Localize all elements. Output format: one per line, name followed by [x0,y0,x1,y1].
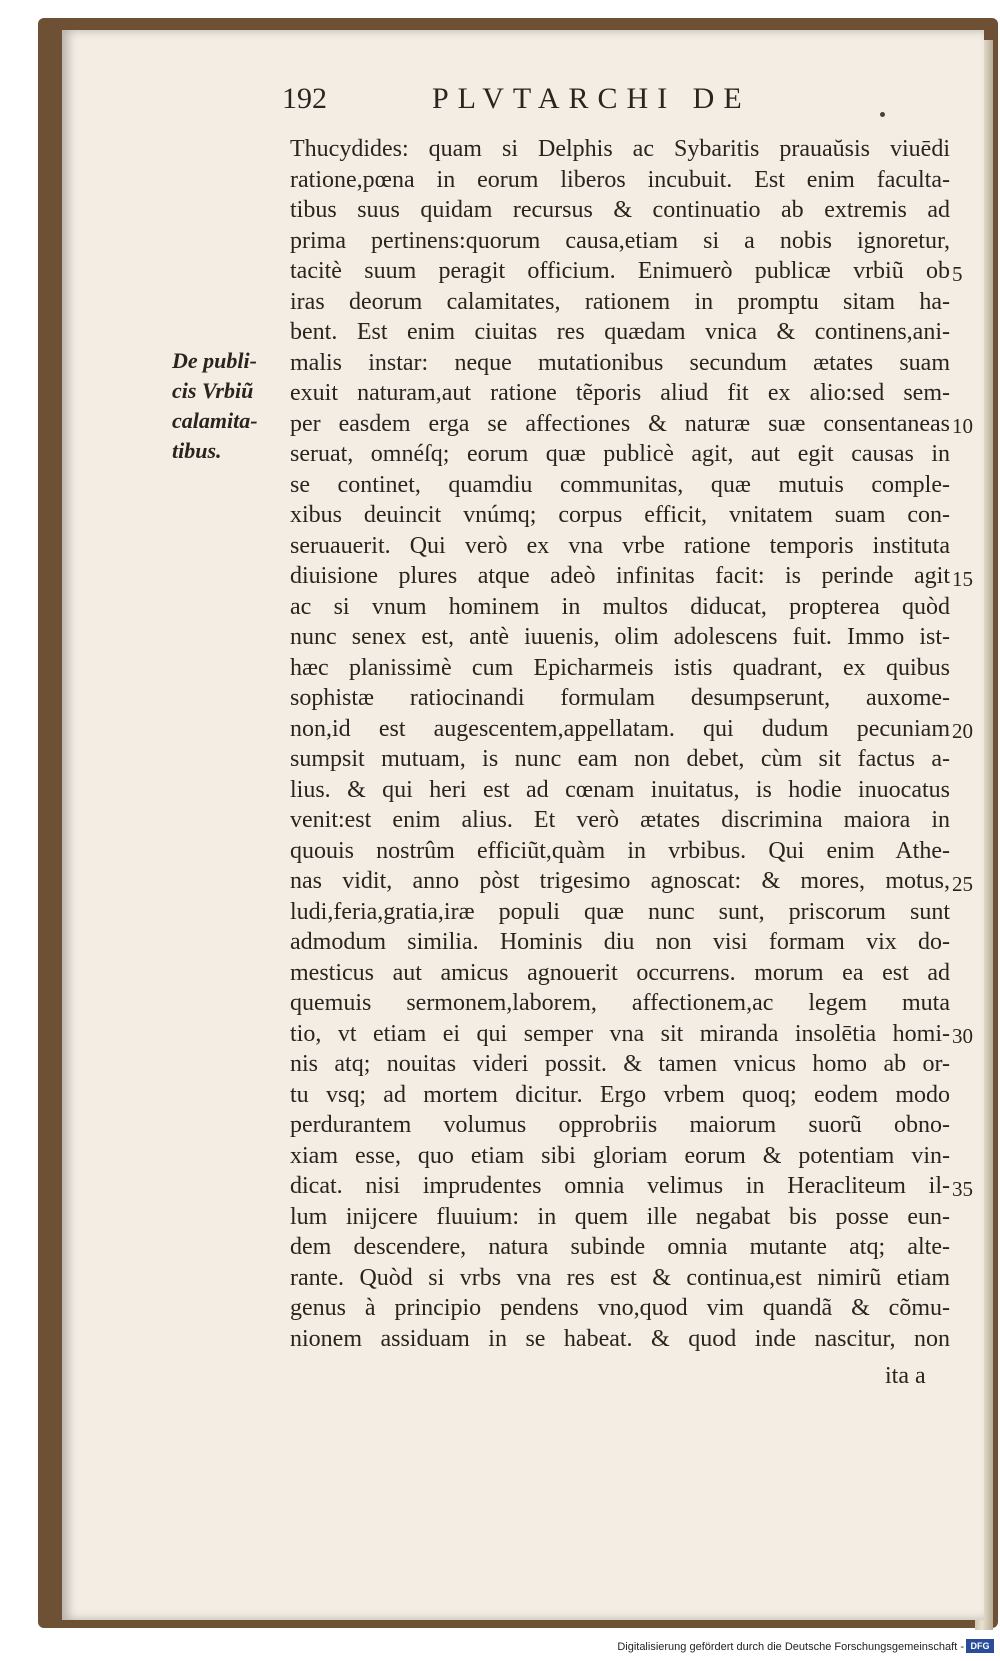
text-line: tio, vt etiam ei qui semper vna sit miranda insolētia homi- [290,1020,950,1047]
text-line: dem descendere, natura subinde omnia mutante atq; alte- [290,1234,950,1260]
text-line: nis atq; nouitas videri possit. & tamen vnicus homo ab or- [290,1051,950,1077]
text-line: exuit naturam,aut ratione tẽporis aliud fit ex alio:sed sem- [290,380,950,406]
ink-dot [880,112,885,117]
text-line: non,id est augescentem,appellatam. qui dudum pecuniam [290,715,950,742]
text-line: ratione,pœna in eorum liberos incubuit. Est enim facultа- [290,166,950,193]
text-line: lius. & qui heri est ad cœnam inuitatus, is hodie inuocatus [290,776,950,803]
text-line: malis instar: neque mutationibus secundum ætates suam [290,349,950,376]
text-line: dicat. nisi imprudentes omnia velimus in Heracliteum il- [290,1173,950,1199]
text-line: venit:est enim alius. Et verò ætates discrimina maiora in [290,807,950,833]
line-number: 10 [952,414,973,438]
funding-credit: Digitalisierung gefördert durch die Deutsche Forschungsgemeinschaft - [617,1641,964,1653]
margin-note [172,346,282,466]
text-line: hæc planissimè cum Epicharmeis istis quadrant, ex quibus [290,654,950,681]
page-number: 192 [282,82,327,115]
text-line: iras deorum calamitates, rationem in promptu sitam ha- [290,288,950,315]
text-line: nas vidit, anno pòst trigesimo agnoscat: & mores, motus, [290,868,950,894]
running-title: PLVTARCHI DE [432,82,751,115]
text-line: tibus suus quidam recursus & continuatio ab extremis ad [290,197,950,223]
text-line: tacitè suum peragit officium. Enimuerò publicæ vrbiũ ob [290,258,950,284]
text-line: genus à principio pendens vno,quod vim quandã & cõmu- [290,1295,950,1321]
text-line: diuisione plures atque adeò infinitas facit: is perinde agit [290,563,950,589]
text-line: mesticus aut amicus agnouerit occurrens. morum ea est ad [290,959,950,986]
line-number: 20 [952,719,973,743]
text-line: xiam esse, quo etiam sibi gloriam eorum & potentiam vin- [290,1142,950,1169]
text-line: bent. Est enim ciuitas res quædam vnica & continens,ani- [290,319,950,345]
text-line: se continet, quamdiu communitas, quæ mutuis comple- [290,471,950,498]
body-text [290,134,950,1354]
text-line: sumpsit mutuam, is nunc eam non debet, cùm sit factus a- [290,746,950,772]
text-line: rante. Quòd si vrbs vna res est & continua,est nimirũ etiam [290,1264,950,1291]
text-line: xibus deuincit vnúmq; corpus efficit, vnitatem suam con- [290,502,950,528]
text-line: tu vsq; ad mortem dicitur. Ergo vrbem quoq; eodem modo [290,1081,950,1108]
dfg-logo: DFG [966,1639,994,1653]
text-line: Thucydides: quam si Delphis ac Sybaritis prauaŭsis viuēdi [290,136,950,162]
text-line: per easdem erga se affectiones & naturæ suæ consentaneas [290,410,950,437]
text-line: lum inijcere fluuium: in quem ille negabat bis posse eun- [290,1203,950,1230]
text-line: nunc senex est, antè iuuenis, olim adolescens fuit. Immo ist- [290,624,950,650]
line-number: 30 [952,1024,973,1048]
catchword: ita a [885,1363,926,1389]
text-line: quouis nostrûm efficiũt,quàm in vrbibus. Qui enim Athe- [290,837,950,864]
line-number: 35 [952,1177,973,1201]
text-line: prima pertinens:quorum causa,etiam si a nobis ignoretur, [290,227,950,254]
text-line: ludi,feria,gratia,iræ populi quæ nunc sunt, priscorum sunt [290,898,950,925]
text-line: ac si vnum hominem in multos diducat, propterea quòd [290,593,950,620]
line-number: 25 [952,872,973,896]
margin-note-line: tibus. [172,438,222,463]
text-line: quemuis sermonem,laborem, affectionem,ac legem muta [290,990,950,1016]
text-line: seruat, omnéſq; eorum quæ publicè agit, aut egit causas in [290,441,950,467]
margin-note-line: calamita- [172,408,258,433]
text-line: admodum similia. Hominis diu non visi formam vix do- [290,929,950,955]
text-line: seruauerit. Qui verò ex vna vrbe ratione temporis instituta [290,532,950,559]
line-number: 15 [952,567,973,591]
text-line: sophistæ ratiocinandi formulam desumpserunt, auxome- [290,685,950,711]
text-line: nionem assiduam in se habeat. & quod inde nascitur, non [290,1325,950,1352]
running-head [282,82,802,122]
footer [0,1634,1000,1661]
margin-note-line: De publi- [172,348,257,373]
line-number: 5 [952,262,963,286]
margin-note-line: cis Vrbiũ [172,378,254,403]
text-line: perdurantem volumus opprobriis maiorum suorũ obno- [290,1112,950,1138]
